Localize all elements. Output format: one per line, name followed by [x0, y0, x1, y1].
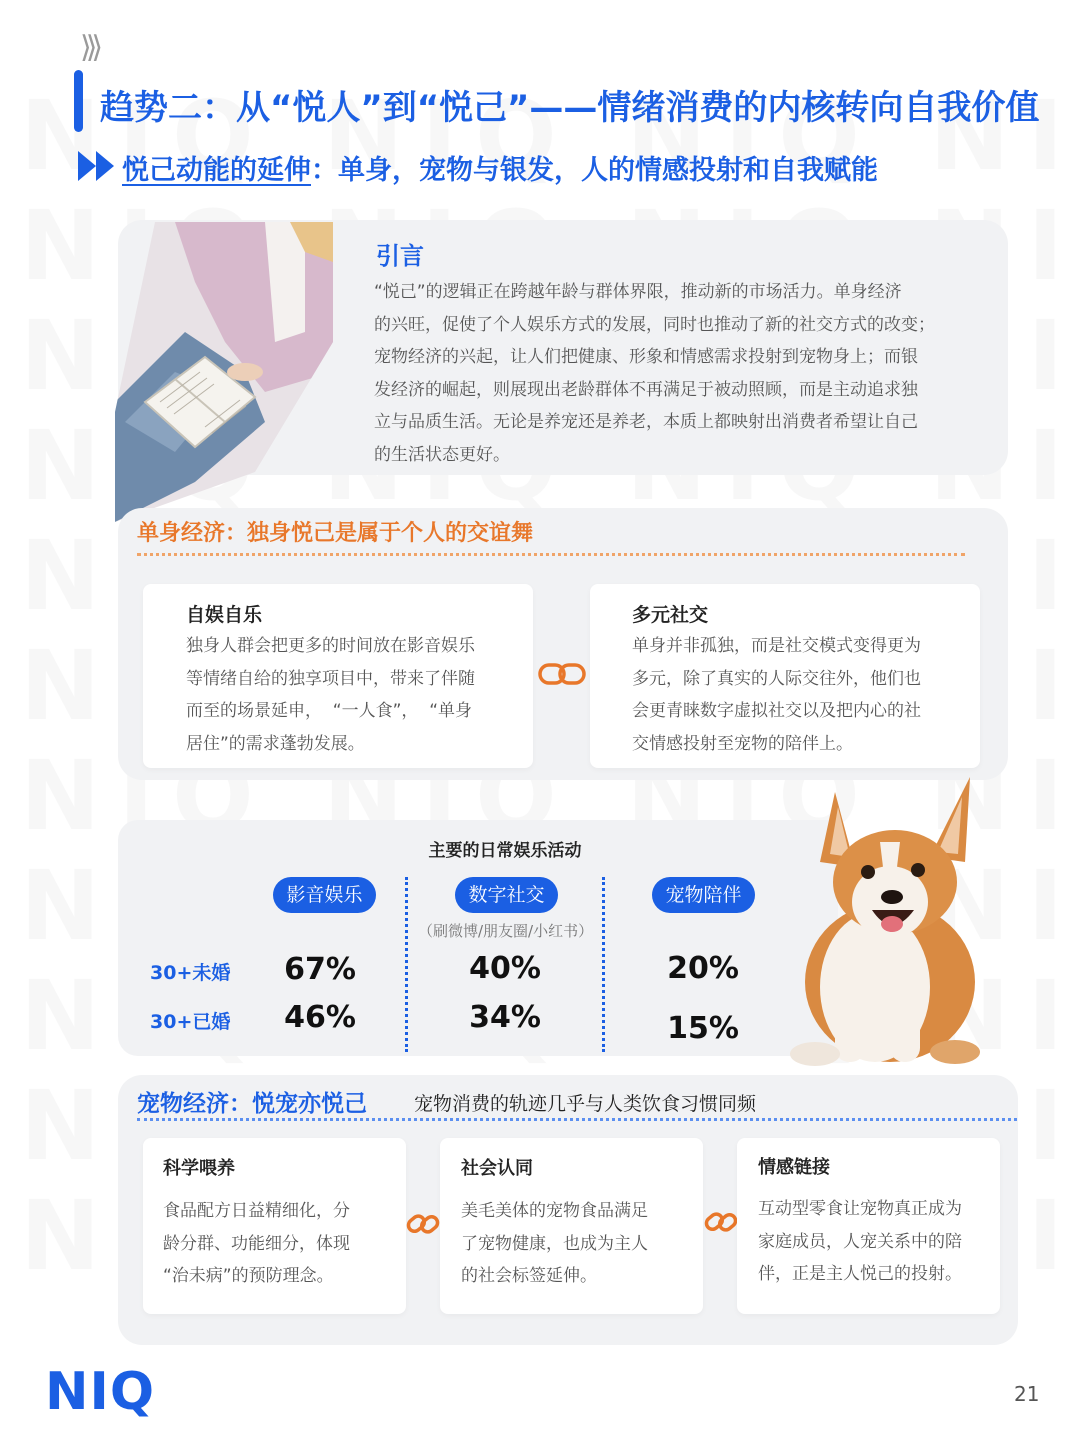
box-line: 居住”的需求蓬勃发展。 — [186, 733, 365, 754]
scientific-feeding-title: 科学喂养 — [163, 1158, 235, 1179]
intro-heading: 引言 — [376, 242, 424, 270]
stat-value: 46% — [284, 1000, 356, 1035]
box-line: 而至的场景延申， “一人食”， “单身 — [186, 701, 473, 721]
box-line: 了宠物健康，也成为主人 — [461, 1233, 648, 1254]
chevrons-right-icon: ⟩⟩⟩ — [80, 30, 98, 65]
stat-value: 20% — [667, 951, 739, 986]
box-line: 独身人群会把更多的时间放在影音娱乐 — [186, 636, 475, 656]
intro-line: 宠物经济的兴起，让人们把健康、形象和情感需求投射到宠物身上；而银 — [374, 347, 918, 367]
pet-economy-heading: 宠物经济：悦宠亦悦己 — [137, 1091, 367, 1117]
box-line: 伴，正是主人悦己的投射。 — [758, 1264, 962, 1284]
box-line: 美毛美体的宠物食品满足 — [461, 1201, 648, 1221]
intro-line: 的兴旺，促使了个人娱乐方式的发展，同时也推动了新的社交方式的改变； — [374, 314, 935, 335]
row-label-married: 30+已婚 — [150, 1011, 231, 1033]
woman-reading-photo — [115, 222, 333, 522]
column-divider — [602, 877, 605, 1052]
box-line: 家庭成员，人宠关系中的陪 — [758, 1231, 962, 1252]
box-line: 交情感投射至宠物的陪伴上。 — [632, 733, 853, 754]
box-line: “治未病”的预防理念。 — [163, 1266, 334, 1286]
title-accent-bar — [74, 70, 83, 132]
single-economy-heading: 单身经济：独身悦己是属于个人的交谊舞 — [137, 521, 534, 546]
self-entertainment-text — [186, 630, 516, 760]
chain-link-icon — [405, 1210, 441, 1238]
row-label-unmarried: 30+未婚 — [150, 962, 231, 984]
box-line: 食品配方日益精细化，分 — [163, 1201, 350, 1221]
chain-link-icon — [703, 1208, 739, 1236]
page-title: 趋势二：从“悦人”到“悦己”——情绪消费的内核转向自我价值 — [100, 88, 1040, 128]
chain-link-icon — [538, 662, 586, 686]
box-line: 等情绪自给的独享项目中，带来了伴随 — [186, 668, 475, 689]
double-triangle-arrow-icon — [78, 151, 118, 181]
orange-dotted-divider — [137, 553, 965, 556]
page-number: 21 — [1014, 1382, 1040, 1406]
intro-line: 发经济的崛起，则展现出老龄群体不再满足于被动照顾，而是主动追求独 — [374, 379, 918, 400]
social-recognition-title: 社会认同 — [461, 1158, 533, 1179]
diverse-social-text — [632, 630, 962, 760]
intro-line: 立与品质生活。无论是养宠还是养老，本质上都映射出消费者希望让自己 — [374, 412, 918, 432]
box-line: 的社会标签延伸。 — [461, 1266, 597, 1286]
box-line: 互动型零食让宠物真正成为 — [758, 1199, 962, 1219]
pet-economy-tagline: 宠物消费的轨迹几乎与人类饮食习惯同频 — [414, 1093, 757, 1115]
box-line: 龄分群、功能细分，体现 — [163, 1233, 350, 1254]
column-divider — [405, 877, 408, 1052]
intro-paragraph — [374, 276, 964, 471]
column-pill-media: 影音娱乐 — [273, 877, 376, 913]
blue-dotted-divider — [137, 1118, 1017, 1121]
column-pill-pet-companion: 宠物陪伴 — [652, 877, 755, 913]
subtitle-rest: ：单身，宠物与银发，人的情感投射和自我赋能 — [311, 155, 878, 186]
social-recognition-text — [461, 1195, 696, 1293]
stat-value: 15% — [667, 1011, 739, 1046]
self-entertainment-title: 自娱自乐 — [186, 604, 263, 626]
intro-line: “悦己”的逻辑正在跨越年龄与群体界限，推动新的市场活力。单身经济 — [374, 282, 902, 302]
box-line: 多元，除了真实的人际交往外，他们也 — [632, 668, 921, 689]
subtitle-underlined: 悦己动能的延伸 — [122, 155, 311, 186]
box-line: 单身并非孤独，而是社交模式变得更为 — [632, 636, 921, 656]
stat-value: 40% — [469, 951, 541, 986]
emotional-link-text — [758, 1193, 998, 1291]
box-line: 会更青睐数字虚拟社交以及把内心的社 — [632, 701, 921, 721]
stat-value: 67% — [284, 952, 356, 987]
corgi-photo — [780, 772, 995, 1072]
digital-social-note: （刷微博/朋友圈/小红书） — [418, 922, 594, 940]
diverse-social-title: 多元社交 — [632, 604, 709, 626]
scientific-feeding-text — [163, 1195, 398, 1293]
emotional-link-title: 情感链接 — [758, 1157, 830, 1178]
intro-line: 的生活状态更好。 — [374, 444, 510, 465]
section-subtitle — [122, 148, 878, 187]
column-pill-digital-social: 数字社交 — [455, 877, 558, 913]
niq-logo: NIQ — [45, 1362, 156, 1422]
activities-title: 主要的日常娱乐活动 — [428, 841, 582, 861]
stat-value: 34% — [469, 1000, 541, 1035]
